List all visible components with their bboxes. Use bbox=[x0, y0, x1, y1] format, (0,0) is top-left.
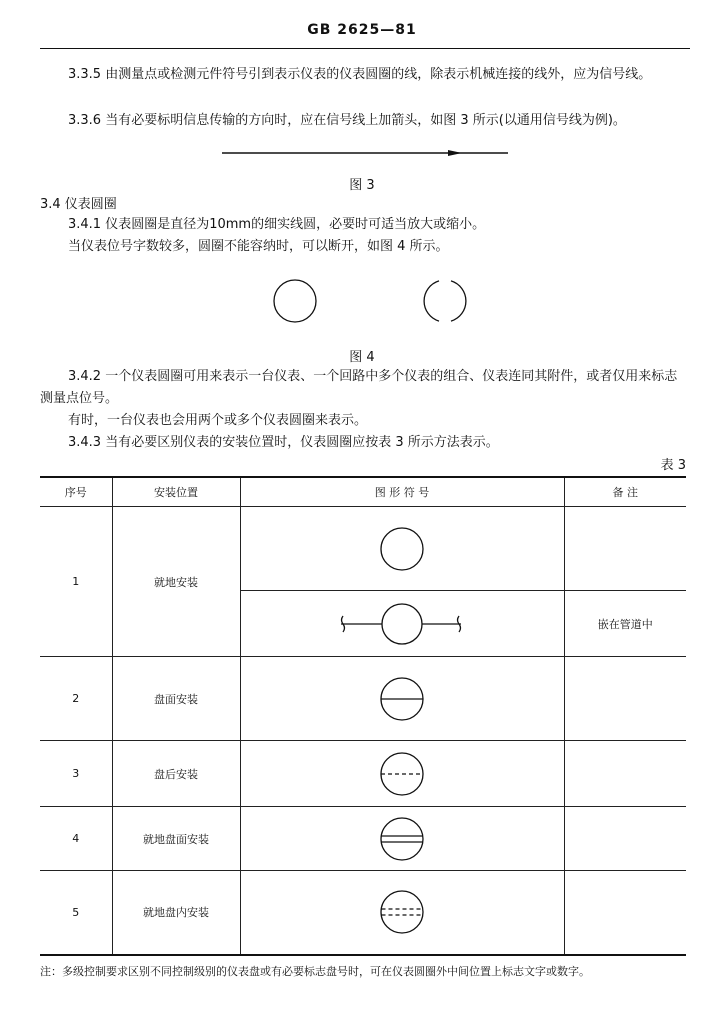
paragraph-3-4-3: 3.4.3 当有必要区别仪表的安装位置时，仪表圆圈应按表 3 所示方法表示。 bbox=[68, 435, 499, 450]
table-header-row bbox=[40, 477, 686, 507]
local-panel-rear-circle-icon bbox=[377, 887, 427, 937]
local-panel-front-circle-icon bbox=[377, 814, 427, 864]
row-4-symbol bbox=[240, 807, 564, 871]
table-3 bbox=[40, 476, 686, 956]
row-1b-remark: 嵌在管道中 bbox=[564, 591, 686, 657]
row-1-location: 就地安装 bbox=[112, 507, 240, 657]
row-3-symbol bbox=[240, 741, 564, 807]
header-symbol: 图 形 符 号 bbox=[240, 477, 564, 507]
paragraph-3-3-6: 3.3.6 当有必要标明信息传输的方向时，应在信号线上加箭头，如图 3 所示(以通用信号线为例)。 bbox=[68, 113, 626, 128]
row-1-no: 1 bbox=[40, 507, 112, 657]
section-3-4-title: 3.4 仪表圆圈 bbox=[40, 197, 117, 212]
row-5-symbol bbox=[240, 871, 564, 955]
table-note: 注：多级控制要求区别不同控制级别的仪表盘或有必要标志盘号时，可在仪表圆圈外中间位置上标志文字或数字。 bbox=[40, 965, 590, 978]
row-3-remark bbox=[564, 741, 686, 807]
paragraph-3-4-1-b: 当仪表位号字数较多，圆圈不能容纳时，可以断开，如图 4 所示。 bbox=[68, 239, 449, 254]
row-1b-symbol bbox=[240, 591, 564, 657]
arrow-icon bbox=[448, 150, 462, 156]
figure-3-signal-line bbox=[220, 146, 510, 160]
row-5-no: 5 bbox=[40, 871, 112, 955]
row-4-location: 就地盘面安装 bbox=[112, 807, 240, 871]
figure-4-caption: 图 4 bbox=[349, 350, 375, 365]
row-3-no: 3 bbox=[40, 741, 112, 807]
header-location: 安装位置 bbox=[112, 477, 240, 507]
figure-4-full-circle bbox=[270, 276, 320, 326]
table-row bbox=[40, 657, 686, 741]
figure-3-caption: 图 3 bbox=[349, 178, 375, 193]
table-row bbox=[40, 807, 686, 871]
inline-pipe-circle-icon bbox=[337, 602, 467, 646]
row-2-no: 2 bbox=[40, 657, 112, 741]
header-rule bbox=[40, 48, 690, 49]
row-2-remark bbox=[564, 657, 686, 741]
row-1-remark bbox=[564, 507, 686, 591]
header-no: 序号 bbox=[40, 477, 112, 507]
panel-rear-circle-icon bbox=[377, 749, 427, 799]
row-5-location: 就地盘内安装 bbox=[112, 871, 240, 955]
paragraph-3-3-5: 3.3.5 由测量点或检测元件符号引到表示仪表的仪表圆圈的线，除表示机械连接的线外，应为信号线。 bbox=[68, 67, 652, 82]
header-remark: 备 注 bbox=[564, 477, 686, 507]
paragraph-3-4-2-b: 有时，一台仪表也会用两个或多个仪表圆圈来表示。 bbox=[68, 413, 368, 428]
row-2-location: 盘面安装 bbox=[112, 657, 240, 741]
table-row bbox=[40, 507, 686, 591]
row-5-remark bbox=[564, 871, 686, 955]
paragraph-3-4-1: 3.4.1 仪表圆圈是直径为10mm的细实线圆，必要时可适当放大或缩小。 bbox=[68, 217, 486, 232]
row-3-location: 盘后安装 bbox=[112, 741, 240, 807]
table-3-label: 表 3 bbox=[660, 458, 686, 473]
table-row bbox=[40, 871, 686, 955]
row-4-no: 4 bbox=[40, 807, 112, 871]
paragraph-3-4-2: 3.4.2 一个仪表圆圈可用来表示一台仪表、一个回路中多个仪表的组合、仪表连同其附件，或者仅用来标志测量点位号。 bbox=[40, 369, 678, 406]
panel-front-circle-icon bbox=[377, 674, 427, 724]
table-row bbox=[40, 741, 686, 807]
document-header: GB 2625—81 bbox=[307, 22, 417, 38]
figure-4-broken-circle bbox=[420, 276, 470, 326]
local-mount-circle-icon bbox=[377, 524, 427, 574]
row-1-symbol bbox=[240, 507, 564, 591]
row-4-remark bbox=[564, 807, 686, 871]
row-2-symbol bbox=[240, 657, 564, 741]
